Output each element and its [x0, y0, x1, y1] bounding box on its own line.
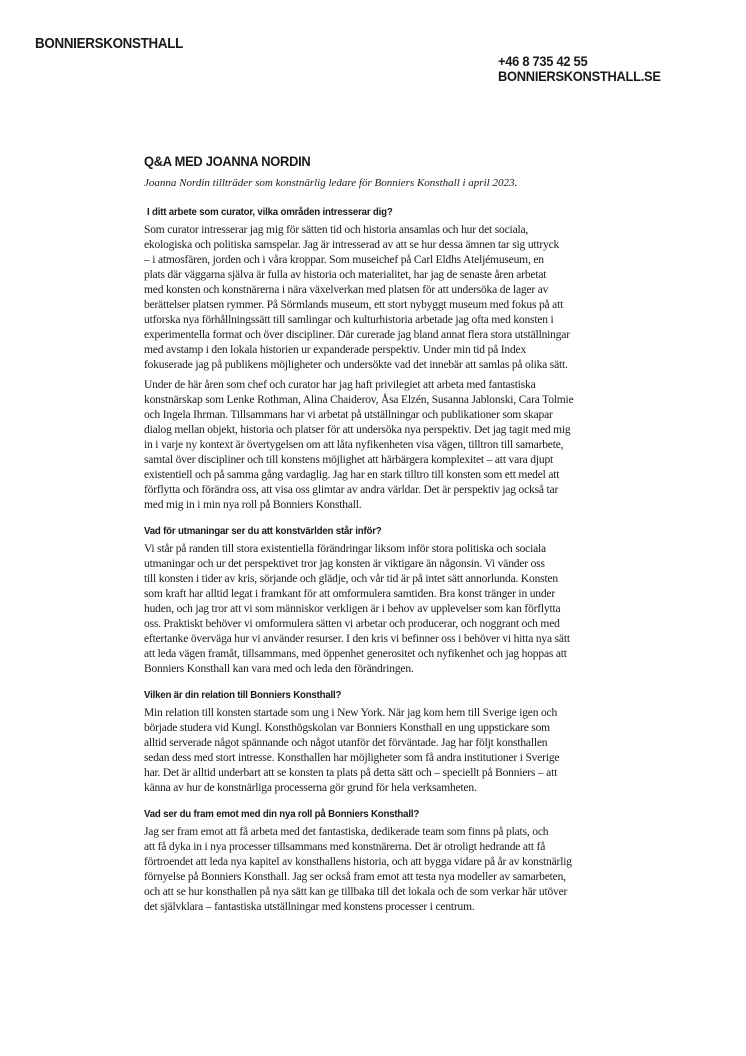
paragraph-line: berättelser platsen rymmer. På Sörmlands museum, ett stort nybyggt museum med fokus på att [144, 299, 564, 311]
paragraph-line: Min relation till konsten startade som ung i New York. När jag kom hem till Sverige igen och [144, 707, 558, 719]
paragraph-line: som kraft har alltid legat i framkant för att omformulera samtiden. Bra konst tränger in under [144, 588, 556, 600]
paragraph-line: Under de här åren som chef och curator har jag haft privilegiet att arbeta med fantastiska [144, 379, 536, 391]
paragraph-line: har. Det är alltid underbart att se konsten ta plats på detta sätt och – speciellt på Bonniers – att [144, 767, 558, 779]
paragraph-line: utforska nya förhållningssätt till samlingar och kulturhistoria arbetade jag ofta med konsten i [144, 314, 554, 326]
answer-paragraph [144, 706, 644, 796]
paragraph-line: att leda vägen framåt, tillsammans, med öppenhet generositet och nyfikenhet och jag hoppas att [144, 648, 567, 660]
paragraph-line: förflytta och förändra oss, att visa oss glimtar av andra världar. Det är perspektiv jag också tar [144, 484, 559, 496]
brand-logo: BONNIERSKONSTHALL [35, 36, 183, 52]
paragraph-line: experimentella format och över discipliner. Där curerade jag bland annat flera stora utställningar [144, 329, 570, 341]
paragraph-line: känna av hur de konstnärliga processerna gör grund för hela verksamheten. [144, 782, 477, 794]
question-heading: I ditt arbete som curator, vilka områden intresserar dig? [147, 207, 393, 218]
paragraph-line: dialog mellan objekt, historia och platser för att undersöka nya perspektiv. Det jag tagit med mig [144, 424, 571, 436]
paragraph-line: började studera vid Kungl. Konsthögskolan var Bonniers Konsthall en ung uppstickare som [144, 722, 550, 734]
website-link: BONNIERSKONSTHALL.SE [498, 68, 661, 84]
answer-paragraph [144, 378, 644, 513]
article-title: Q&A MED JOANNA NORDIN [144, 153, 311, 169]
paragraph-line: samtal över discipliner och till konstens möjlighet att härbärgera komplexitet – att vara djupt [144, 454, 554, 466]
article [144, 153, 644, 920]
paragraph-line: Vi står på randen till stora existentiella förändringar liksom inför stora politiska och sociala [144, 543, 546, 555]
paragraph-line: sedan dess med stort intresse. Konsthallen har möjligheter som få andra institutioner i Sverige [144, 752, 560, 764]
paragraph-line: det självklara – fantastiska utställningar med konstens processer i centrum. [144, 901, 475, 913]
article-sections [144, 207, 644, 915]
paragraph-line: och att se hur konsthallen på nya sätt kan ge tillbaka till det lokala och de som verkar här utöver [144, 886, 568, 898]
paragraph-line: in i varje ny kontext är övertygelsen om att låta nyfikenheten visa vägen, tilltron till samarbete, [144, 439, 564, 451]
paragraph-line: Jag ser fram emot att få arbeta med det fantastiska, dedikerade team som finns på plats, och [144, 826, 549, 838]
section-spacer [144, 801, 644, 809]
paragraph-line: oss. Praktiskt behöver vi omformulera sätten vi arbetar och producerar, och noggrant och med [144, 618, 560, 630]
paragraph-line: med konsten och konstnärerna i nära växelverkan med platsen för att undersöka de lager av [144, 284, 549, 296]
paragraph-line: fokuserade jag på publikens möjligheter och undersökte vad det innebär att samlas på olika sätt. [144, 359, 568, 371]
paragraph-line: med mig in i min nya roll på Bonniers Konsthall. [144, 499, 362, 511]
paragraph-line: och Ingela Ihrman. Tillsammans har vi arbetat på utställningar och publikationer som skapar [144, 409, 553, 421]
paragraph-line: att få dyka in i nya processer tillsammans med konstnärerna. Det är otroligt hedrande att få [144, 841, 546, 853]
paragraph-line: alltid serverade något spännande och något utanför det förväntade. Jag har följt konsthallen [144, 737, 548, 749]
paragraph-line: ekologiska och politiska samspelar. Jag är intresserad av att se hur dessa ämnen tar sig uttryck [144, 239, 560, 251]
paragraph-line: Som curator intresserar jag mig för sätten tid och historia ansamlas och hur det sociala, [144, 224, 529, 236]
paragraph-line: Bonniers Konsthall kan vara med och leda den förändringen. [144, 663, 414, 675]
paragraph-line: plats där väggarna själva är fulla av historia och materialitet, har jag de senaste åren arbetat [144, 269, 547, 281]
question-heading: Vad ser du fram emot med din nya roll på Bonniers Konsthall? [144, 809, 420, 820]
answer-paragraph [144, 542, 644, 677]
paragraph-line: konstnärskap som Lenke Rothman, Alina Chaiderov, Åsa Elzén, Susanna Jablonski, Cara Tolmie [144, 394, 574, 406]
section-spacer [144, 518, 644, 526]
article-intro: Joanna Nordin tillträder som konstnärlig ledare för Bonniers Konsthall i april 2023. [144, 177, 518, 189]
answer-paragraph [144, 825, 644, 915]
answer-paragraph [144, 223, 644, 373]
paragraph-line: förnyelse på Bonniers Konsthall. Jag ser också fram emot att testa nya modeller av samarbeten, [144, 871, 566, 883]
section-spacer [144, 682, 644, 690]
question-heading: Vad för utmaningar ser du att konstvärlden står inför? [144, 526, 382, 537]
question-heading: Vilken är din relation till Bonniers Konsthall? [144, 690, 342, 701]
phone-number: +46 8 735 42 55 [498, 53, 588, 69]
paragraph-line: med avstamp i den lokala historien ur expanderade perspektiv. Under min tid på Index [144, 344, 527, 356]
paragraph-line: – i atmosfären, jorden och i våra kroppar. Som museichef på Carl Eldhs Ateljémuseum, en [144, 254, 544, 266]
paragraph-line: huden, och jag tror att vi som människor verkligen är i behov av upplevelser som kan förflytta [144, 603, 561, 615]
paragraph-line: existentiell och på samma gång vardaglig. Jag har en stark tilltro till konsten som ett medel att [144, 469, 560, 481]
paragraph-line: utmaningar och ur det perspektivet tror jag konsten är viktigare än någonsin. Vi vänder oss [144, 558, 545, 570]
paragraph-line: förtroendet att leda nya kapitel av konsthallens historia, och att bygga vidare på år av konstnärlig [144, 856, 572, 868]
contact-info [498, 54, 661, 84]
paragraph-line: till konsten i tider av kris, sörjande och glädje, och vår tid är på intet sätt annorlunda. Konsten [144, 573, 558, 585]
paragraph-line: eftertanke överväga hur vi använder resurser. I den kris vi befinner oss i behöver vi hitta nya sätt [144, 633, 570, 645]
